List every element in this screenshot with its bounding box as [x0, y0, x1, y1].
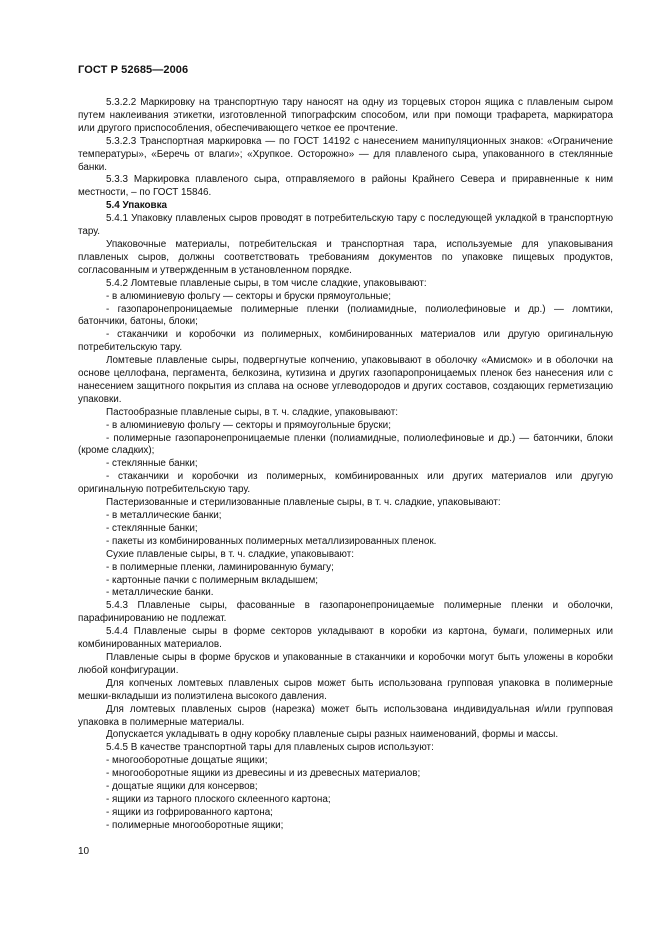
paragraph: - многооборотные дощатые ящики; — [106, 755, 268, 767]
paragraph: - стаканчики и коробочки из полимерных, комбинированных или других материалов или другую оригинальную потребительскую тару. — [78, 471, 613, 496]
paragraph: 5.4.1 Упаковку плавленых сыров проводят в потребительскую тару с последующей укладкой в транспортную тару. — [78, 213, 613, 238]
paragraph: - в полимерные пленки, ламинированную бумагу; — [106, 561, 334, 573]
paragraph: Упаковочные материалы, потребительская и транспортная тара, используемые для упаковывания плавленых сыров, должны соответствовать требованиям документов по упаковке пищевых продуктов, согласованным и утвержденным в установленном порядке. — [78, 238, 613, 276]
document-header: ГОСТ Р 52685—2006 — [78, 64, 189, 76]
paragraph: - дощатые ящики для консервов; — [106, 781, 258, 793]
paragraph: Допускается укладывать в одну коробку плавленые сыры разных наименований, формы и массы. — [106, 729, 559, 741]
paragraph: - полимерные многооборотные ящики; — [106, 819, 284, 831]
paragraph: - полимерные газопаронепроницаемые пленки (полиамидные, полиолефиновые и др.) — батончики, блоки (кроме сладких); — [78, 432, 613, 457]
paragraph: - стаканчики и коробочки из полимерных, комбинированных материалов или другую оригинальную потребительскую тару. — [78, 329, 613, 354]
paragraph: Сухие плавленые сыры, в т. ч. сладкие, упаковывают: — [106, 548, 354, 560]
paragraph: Пастеризованные и стерилизованные плавленые сыры, в т. ч. сладкие, упаковывают: — [106, 497, 501, 509]
section-heading: 5.4 Упаковка — [106, 200, 168, 212]
paragraph: Ломтевые плавленые сыры, подвергнутые копчению, упаковывают в оболочку «Амисмок» и в оболочки на основе целлофана, пергамента, белкозина, кутизина и других газопаропроницаемых пленок без нанесения или с нанесением защитного покрытия из сплава на основе углеводородов и других составов, создающих герметизацию упаковки. — [78, 355, 613, 405]
paragraph: 5.3.3 Маркировка плавленого сыра, отправляемого в районы Крайнего Севера и приравненные к ним местности, – по ГОСТ 15846. — [78, 174, 613, 199]
paragraph: 5.4.3 Плавленые сыры, фасованные в газопаронепроницаемые полимерные пленки и оболочки, парафинированию не подлежат. — [78, 600, 613, 625]
paragraph: Плавленые сыры в форме брусков и упакованные в стаканчики и коробочки могут быть уложены в коробки любой конфигурации. — [78, 651, 613, 676]
paragraph: - в металлические банки; — [106, 510, 222, 521]
paragraph: - ящики из тарного плоского склеенного картона; — [106, 793, 331, 805]
paragraph: 5.3.2.2 Маркировку на транспортную тару наносят на одну из торцевых сторон ящика с плавленым сыром путем наклеивания этикетки, изготовленной типографским способом, или при помощи трафарета, маркиратора или другого приспособления, обеспечивающего четкое ее прочтение. — [78, 97, 613, 134]
paragraph: - газопаронепроницаемые полимерные пленки (полиамидные, полиолефиновые и др.) — ломтики, батончики, батоны, блоки; — [78, 303, 613, 328]
paragraph: - стеклянные банки; — [106, 522, 198, 534]
paragraph: Для ломтевых плавленых сыров (нарезка) может быть использована индивидуальная и/или групповая упаковка в полимерные материалы. — [78, 703, 613, 728]
page-number: 10 — [78, 846, 90, 857]
paragraph: 5.4.4 Плавленые сыры в форме секторов укладывают в коробки из картона, бумаги, полимерных или комбинированных материалов. — [78, 626, 613, 651]
paragraph: Пастообразные плавленые сыры, в т. ч. сладкие, упаковывают: — [106, 406, 398, 418]
paragraph: - картонные пачки с полимерным вкладышем; — [106, 574, 319, 586]
paragraph: Для копченых ломтевых плавленых сыров может быть использована групповая упаковка в полимерные мешки-вкладыши из полиэтилена высокого давления. — [78, 677, 613, 702]
paragraph: - в алюминиевую фольгу — секторы и прямоугольные бруски; — [106, 419, 391, 431]
paragraph: - пакеты из комбинированных полимерных металлизированных пленок. — [106, 535, 437, 547]
paragraph: - в алюминиевую фольгу — секторы и бруски прямоугольные; — [106, 290, 391, 302]
paragraph: 5.4.2 Ломтевые плавленые сыры, в том числе сладкие, упаковывают: — [106, 277, 427, 289]
document-body — [78, 97, 613, 833]
paragraph: 5.3.2.3 Транспортная маркировка — по ГОСТ 14192 с нанесением манипуляционных знаков: «Ограничение температуры», «Беречь от влаги»; «Хрупкое. Осторожно» — для плавленого сыра, упакованного в стеклянные банки. — [78, 135, 613, 173]
paragraph: 5.4.5 В качестве транспортной тары для плавленых сыров используют: — [106, 742, 434, 754]
paragraph: - стеклянные банки; — [106, 458, 198, 470]
paragraph: - многооборотные ящики из древесины и из древесных материалов; — [106, 768, 421, 780]
paragraph: - ящики из гофрированного картона; — [106, 806, 273, 818]
paragraph: - металлические банки. — [106, 587, 214, 599]
